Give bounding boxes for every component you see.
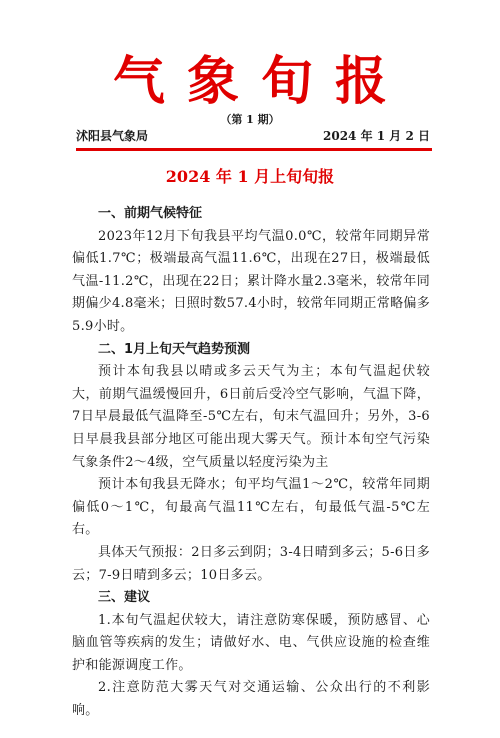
issue-number: （第 1 期） [220, 113, 280, 126]
section-paragraph: 具体天气预报：2日多云到阴；3-4日晴到多云；5-6日多云；7-9日晴到多云；10日多云。 [72, 544, 430, 583]
section-paragraph: 2.注意防范大雾天气对交通运输、公众出行的不利影响。 [72, 680, 430, 719]
masthead-title: 气象旬报 [112, 51, 409, 112]
section-heading: 一、前期气候特征 [98, 206, 203, 221]
document-body [72, 203, 430, 723]
section-heading: 二、1月上旬天气趋势预测 [98, 341, 251, 357]
section-paragraph: 1.本旬气温起伏较大，请注意防寒保暖，预防感冒、心脑血管等疾病的发生；请做好水、电、气供应设施的检查维护和能源调度工作。 [72, 612, 430, 673]
document-title: 2024 年 1 月上旬旬报 [165, 167, 335, 186]
publisher-name: 沭阳县气象局 [76, 129, 149, 143]
section-paragraph: 预计本旬我县无降水；旬平均气温1～2℃，较常年同期偏低0～1℃，旬最高气温11℃左右，旬最低气温-5℃左右。 [72, 477, 430, 538]
section-paragraph: 2023年12月下旬我县平均气温0.0℃，较常年同期异常偏低1.7℃；极端最高气温11.6℃，出现在27日，极端最低气温-11.2℃，出现在22日；累计降水量2.3毫米，较常年同期偏少4.8毫米；日照时数57.4小时，较常年同期正常略偏多5.9小时。 [72, 228, 430, 334]
publish-date: 2024 年 1 月 2 日 [323, 129, 430, 143]
section-heading: 三、建议 [98, 590, 151, 606]
red-divider [76, 148, 432, 151]
section-paragraph: 预计本旬我县以晴或多云天气为主；本旬气温起伏较大，前期气温缓慢回升，6日前后受冷空气影响，气温下降，7日早晨最低气温降至-5℃左右，旬末气温回升；另外，3-6日早晨我县部分地区可能出现大雾天气。预计本旬空气污染气象条件2～4级，空气质量以轻度污染为主 [72, 364, 430, 470]
